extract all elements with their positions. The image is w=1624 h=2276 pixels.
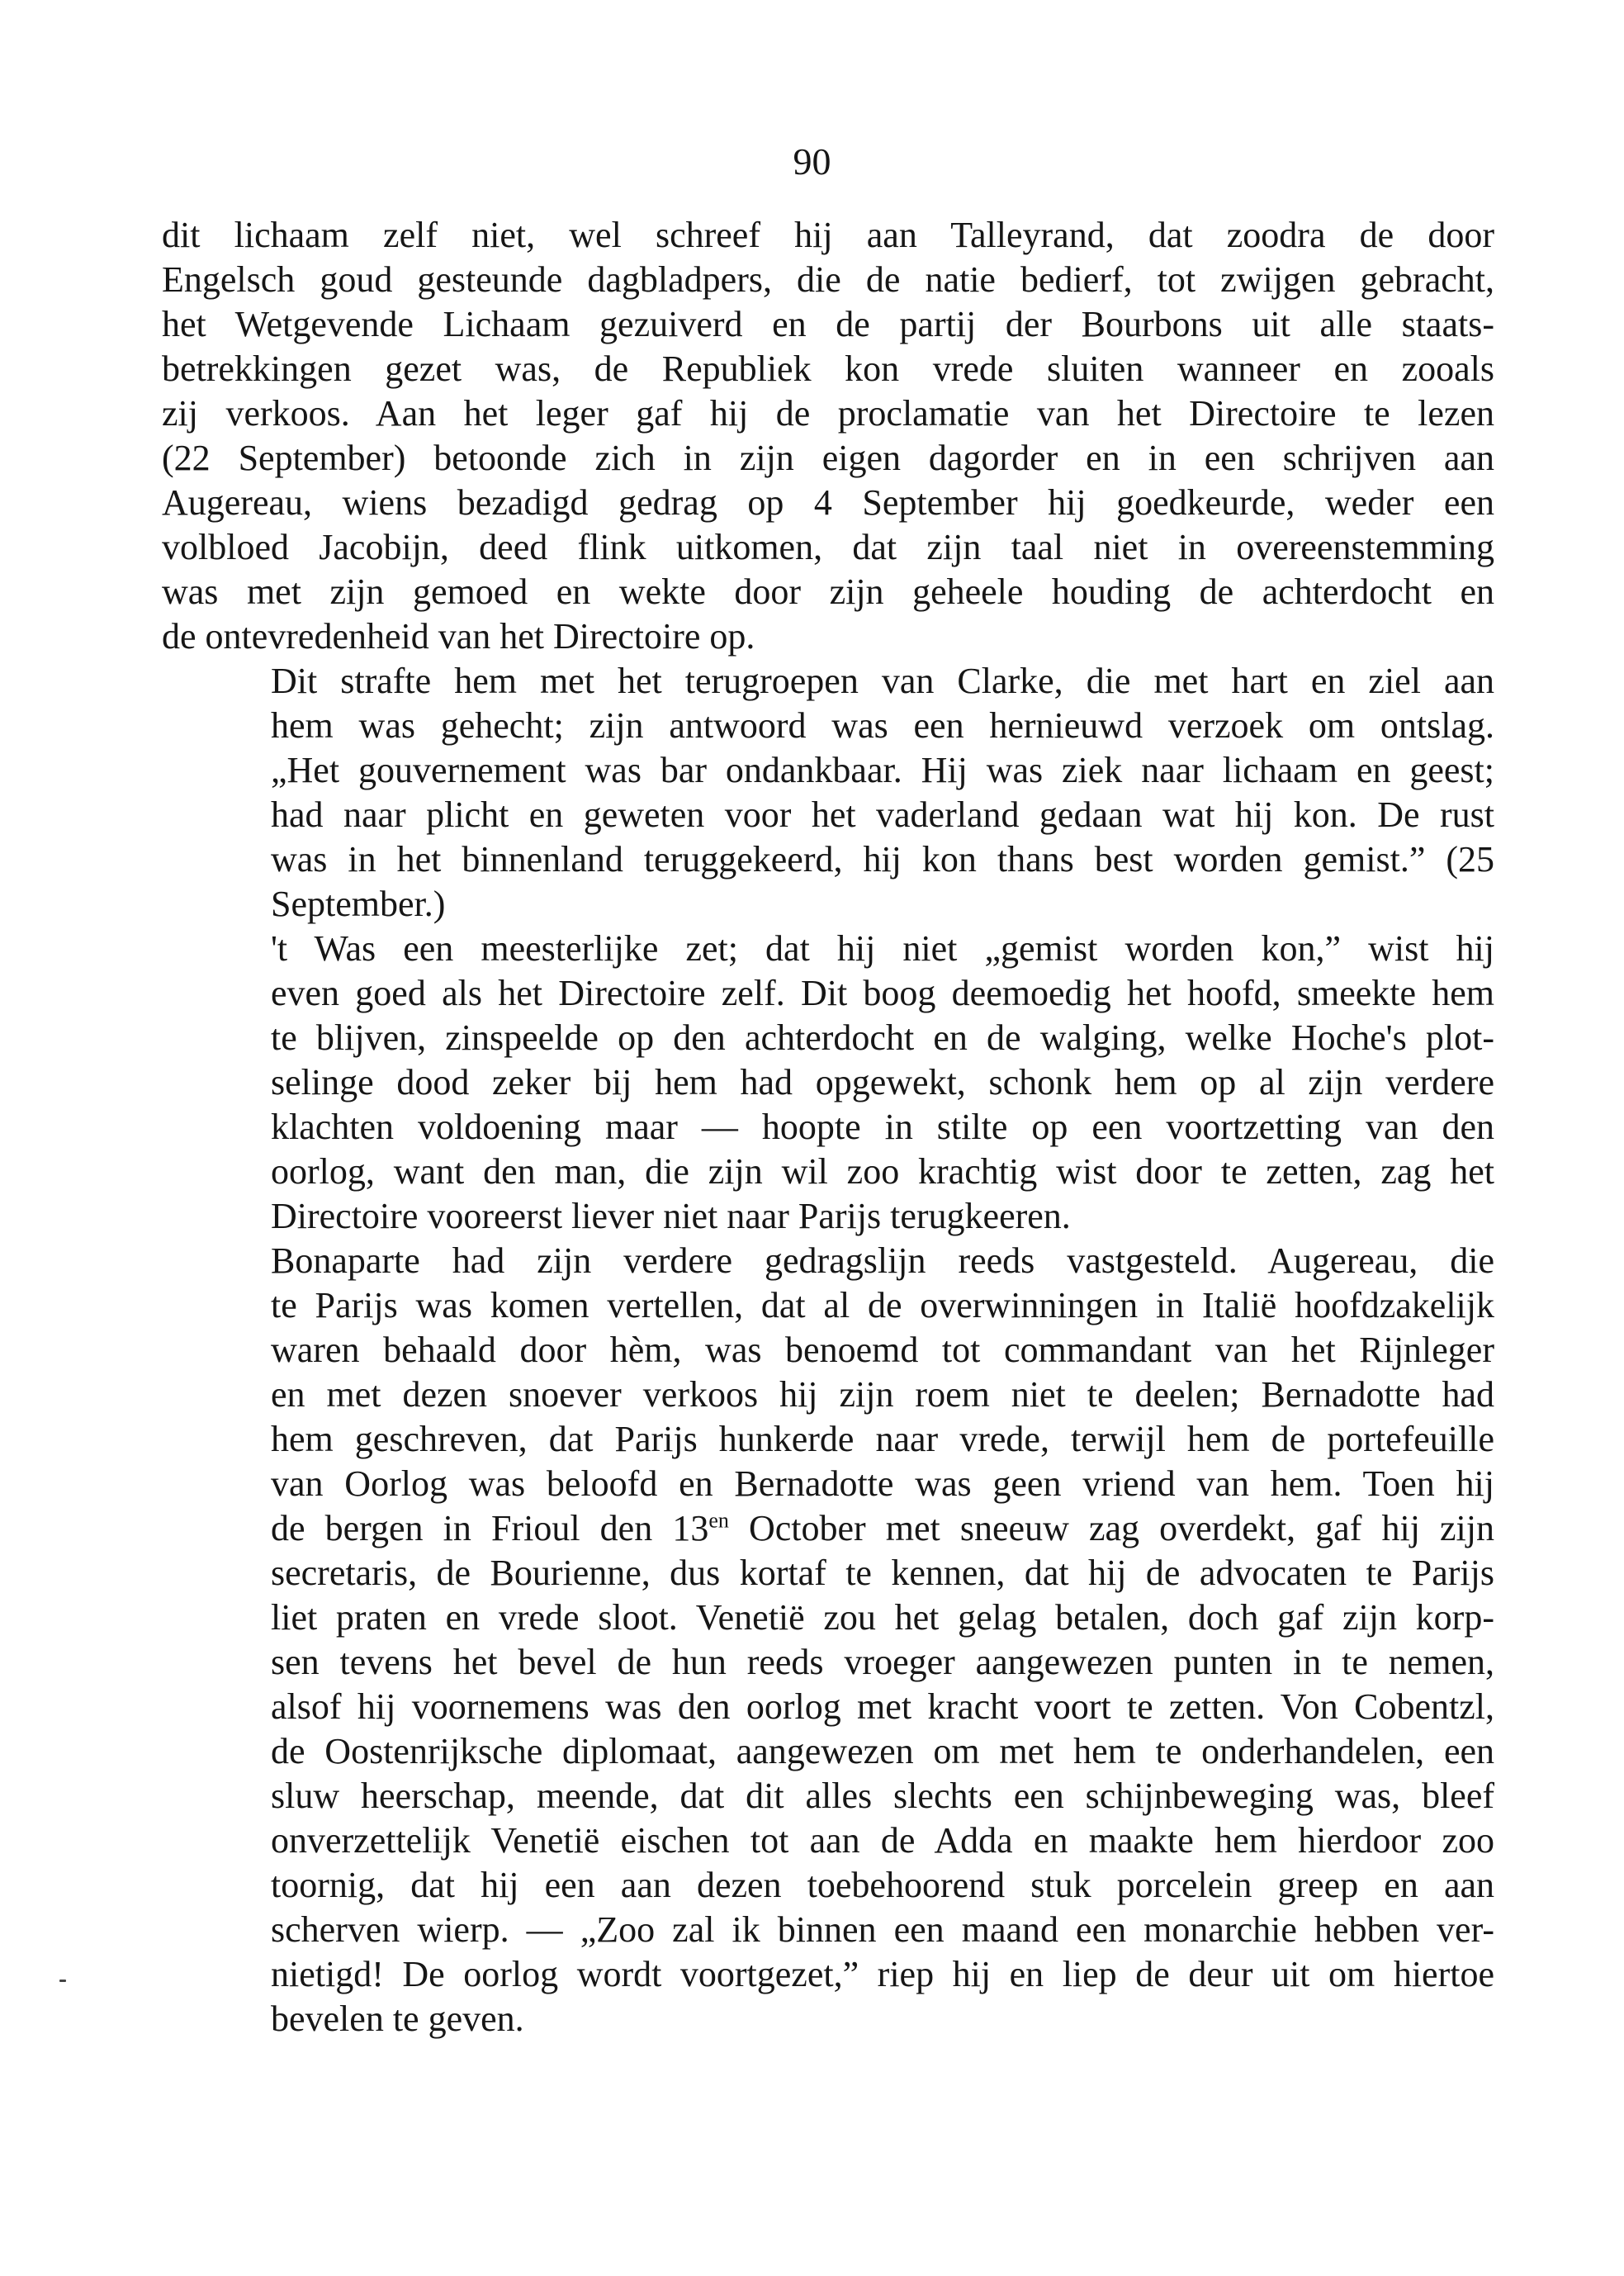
- text-line: bevelen te geven.: [271, 1999, 524, 2039]
- text-line: de ontevredenheid van het Directoire op.: [162, 616, 755, 657]
- text-line: Engelsch goud gesteunde dagbladpers, die de natie bedierf, tot zwijgen gebracht,: [162, 259, 1494, 300]
- text-line: van Oorlog was beloofd en Bernadotte was geen vriend van hem. Toen hij: [271, 1463, 1494, 1504]
- text-line: de Oostenrijksche diplomaat, aangewezen om met hem te onderhandelen, een: [271, 1731, 1494, 1771]
- body-text: [162, 213, 1494, 2041]
- text-line: (22 September) betoonde zich in zijn eigen dagorder en in een schrijven aan: [162, 438, 1494, 478]
- text-line: 't Was een meesterlijke zet; dat hij niet „gemist worden kon,” wist hij: [271, 928, 1494, 969]
- text-line: hem was gehecht; zijn antwoord was een hernieuwd verzoek om ontslag.: [271, 705, 1494, 746]
- paragraph: [162, 659, 1494, 927]
- text-line: „Het gouvernement was bar ondankbaar. Hij was ziek naar lichaam en geest;: [271, 750, 1494, 790]
- text-line: het Wetgevende Lichaam gezuiverd en de partij der Bourbons uit alle staats-: [162, 304, 1494, 344]
- text-line: Bonaparte had zijn verdere gedragslijn reeds vastgesteld. Augereau, die: [271, 1240, 1494, 1281]
- text-line: sen tevens het bevel de hun reeds vroeger aangewezen punten in te nemen,: [271, 1642, 1494, 1682]
- page-number: 90: [793, 140, 831, 183]
- text-line: de bergen in Frioul den $13^{en}$ October met sneeuw zag overdekt, gaf hij zijn: [271, 1508, 1494, 1548]
- text-line: klachten voldoening maar — hoopte in stilte op een voortzetting van den: [271, 1107, 1494, 1147]
- paragraph: [162, 213, 1494, 659]
- text-line: nietigd! De oorlog wordt voortgezet,” riep hij en liep de deur uit om hiertoe: [271, 1954, 1494, 1994]
- text-line: September.): [271, 884, 446, 924]
- text-line: scherven wierp. — „Zoo zal ik binnen een maand een monarchie hebben ver-: [271, 1909, 1494, 1950]
- paragraph: [162, 927, 1494, 1239]
- text-line: was in het binnenland teruggekeerd, hij kon thans best worden gemist.” (25: [271, 839, 1494, 880]
- margin-speck: [59, 1980, 66, 1982]
- text-line: was met zijn gemoed en wekte door zijn geheele houding de achterdocht en: [162, 571, 1494, 612]
- text-line: dit lichaam zelf niet, wel schreef hij aan Talleyrand, dat zoodra de door: [162, 215, 1494, 255]
- text-line: en met dezen snoever verkoos hij zijn roem niet te deelen; Bernadotte had: [271, 1374, 1494, 1415]
- text-line: onverzettelijk Venetië eischen tot aan de Adda en maakte hem hierdoor zoo: [271, 1820, 1494, 1861]
- text-line: volbloed Jacobijn, deed flink uitkomen, dat zijn taal niet in overeenstemming: [162, 527, 1494, 567]
- text-line: alsof hij voornemens was den oorlog met kracht voort te zetten. Von Cobentzl,: [271, 1686, 1494, 1727]
- text-line: betrekkingen gezet was, de Republiek kon vrede sluiten wanneer en zooals: [162, 349, 1494, 389]
- text-line: even goed als het Directoire zelf. Dit boog deemoedig het hoofd, smeekte hem: [271, 973, 1494, 1013]
- paragraph: [162, 1239, 1494, 2041]
- text-line: selinge dood zeker bij hem had opgewekt, schonk hem op al zijn verdere: [271, 1062, 1494, 1102]
- text-line: hem geschreven, dat Parijs hunkerde naar vrede, terwijl hem de portefeuille: [271, 1419, 1494, 1459]
- text-line: waren behaald door hèm, was benoemd tot commandant van het Rijnleger: [271, 1330, 1494, 1370]
- text-line: oorlog, want den man, die zijn wil zoo krachtig wist door te zetten, zag het: [271, 1151, 1494, 1192]
- text-line: liet praten en vrede sloot. Venetië zou het gelag betalen, doch gaf zijn korp-: [271, 1597, 1494, 1638]
- text-line: secretaris, de Bourienne, dus kortaf te kennen, dat hij de advocaten te Parijs: [271, 1553, 1494, 1593]
- text-line: te blijven, zinspeelde op den achterdocht en de walging, welke Hoche's plot-: [271, 1017, 1494, 1058]
- text-line: toornig, dat hij een aan dezen toebehoorend stuk porcelein greep en aan: [271, 1865, 1494, 1905]
- text-line: te Parijs was komen vertellen, dat al de overwinningen in Italië hoofdzakelijk: [271, 1285, 1494, 1325]
- text-line: had naar plicht en geweten voor het vaderland gedaan wat hij kon. De rust: [271, 794, 1494, 835]
- text-line: Dit strafte hem met het terugroepen van Clarke, die met hart en ziel aan: [271, 661, 1494, 701]
- text-line: Augereau, wiens bezadigd gedrag op 4 September hij goedkeurde, weder een: [162, 482, 1494, 523]
- text-line: zij verkoos. Aan het leger gaf hij de proclamatie van het Directoire te lezen: [162, 393, 1494, 434]
- text-line: Directoire vooreerst liever niet naar Parijs terugkeeren.: [271, 1196, 1071, 1236]
- text-line: sluw heerschap, meende, dat dit alles slechts een schijnbeweging was, bleef: [271, 1776, 1494, 1816]
